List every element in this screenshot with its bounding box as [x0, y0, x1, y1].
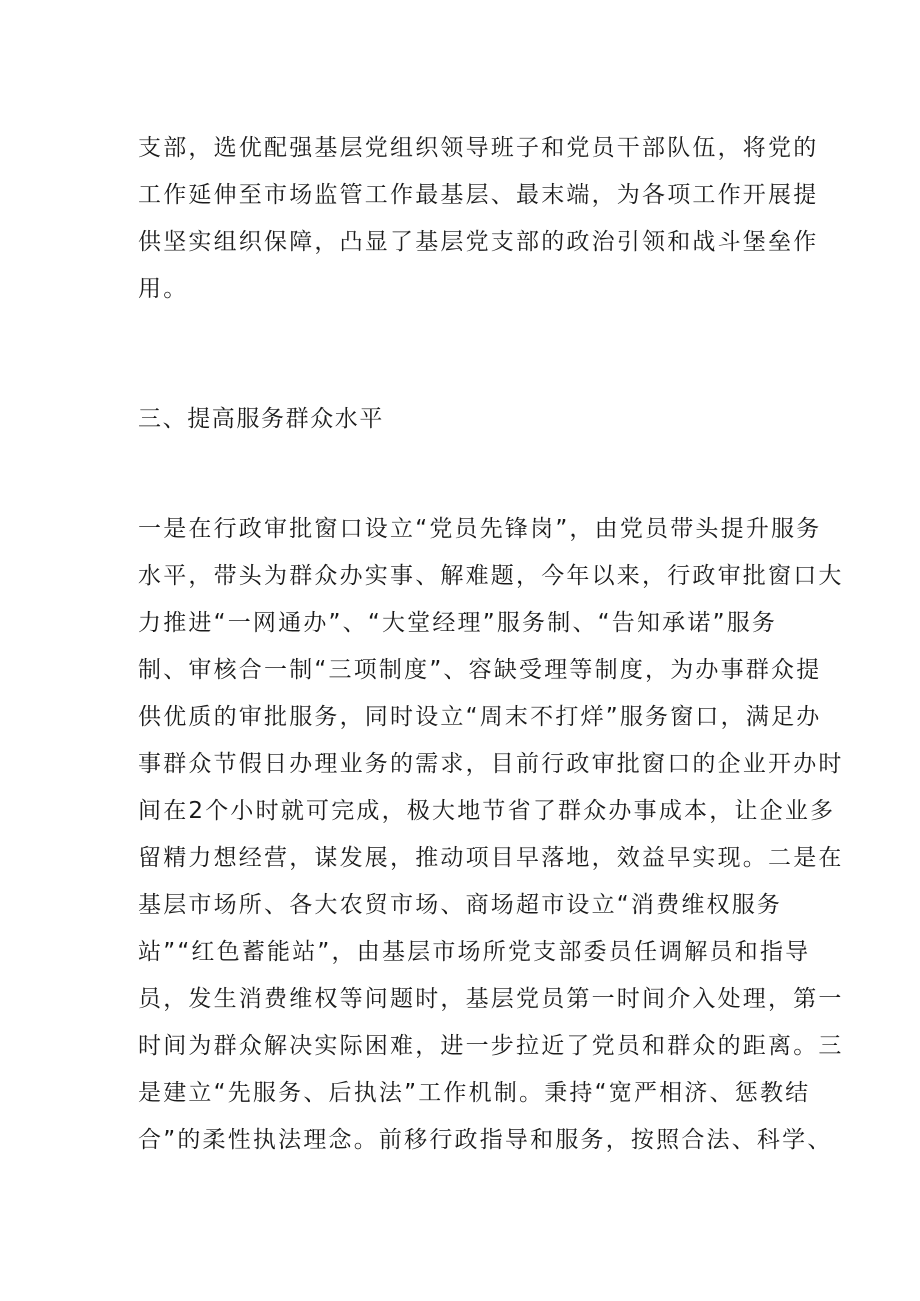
- text-line: 支部，选优配强基层党组织领导班子和党员干部队伍，将党的: [138, 135, 819, 161]
- text-line: 供坚实组织保障，凸显了基层党支部的政治引领和战斗堡垒作: [138, 229, 819, 255]
- text-line: 制、审核合一制“三项制度”、容缺受理等制度，为办事群众提: [138, 657, 822, 683]
- text-line: 留精力想经营，谋发展，推动项目早落地，效益早实现。二是在: [138, 845, 844, 871]
- text-line: 基层市场所、各大农贸市场、商场超市设立“消费维权服务: [138, 892, 783, 918]
- text-line: 一是在行政审批窗口设立“党员先锋岗”，由党员带头提升服务: [138, 516, 822, 542]
- text-line: 事群众节假日办理业务的需求，目前行政审批窗口的企业开办时: [138, 751, 844, 777]
- text-line: 用。: [138, 276, 189, 302]
- text-line: 力推进“一网通办”、“大堂经理”服务制、“告知承诺”服务: [138, 610, 778, 636]
- text-line: 水平，带头为群众办实事、解难题，今年以来，行政审批窗口大: [138, 563, 844, 589]
- text-line: 时间为群众解决实际困难，进一步拉近了党员和群众的距离。三: [138, 1033, 844, 1059]
- text-line: 工作延伸至市场监管工作最基层、最末端，为各项工作开展提: [138, 182, 819, 208]
- text-line: 是建立“先服务、后执法”工作机制。秉持“宽严相济、惩教结: [138, 1080, 811, 1106]
- text-line: 站”“红色蓄能站”，由基层市场所党支部委员任调解员和指导: [138, 939, 811, 965]
- text-line: 间在2个小时就可完成，极大地节省了群众办事成本，让企业多: [138, 798, 836, 824]
- section-heading: 三、提高服务群众水平: [138, 406, 384, 432]
- text-line: 供优质的审批服务，同时设立“周末不打烊”服务窗口，满足办: [138, 704, 822, 730]
- text-line: 员，发生消费维权等问题时，基层党员第一时间介入处理，第一: [138, 986, 844, 1012]
- text-line: 合”的柔性执法理念。前移行政指导和服务，按照合法、科学、: [138, 1127, 833, 1153]
